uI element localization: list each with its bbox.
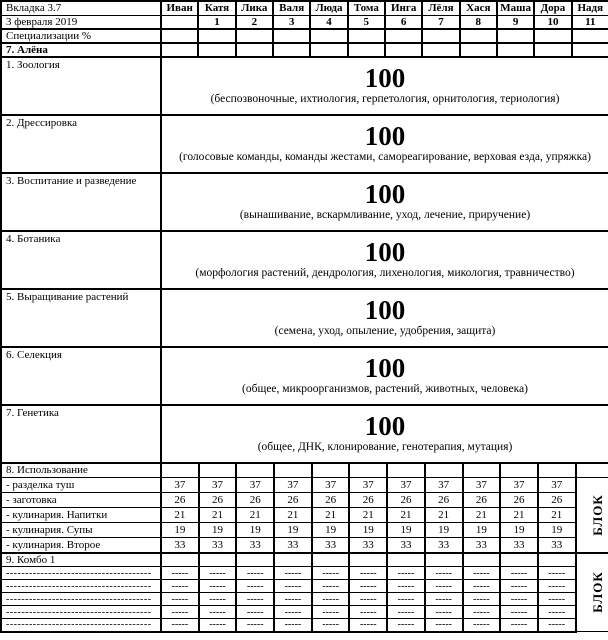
combo-dash-cell[interactable]: -----: [161, 619, 199, 632]
combo-dash-cell[interactable]: -----: [274, 619, 312, 632]
usage-value-cell[interactable]: 37: [425, 478, 463, 493]
usage-value-cell[interactable]: 21: [425, 508, 463, 523]
usage-value-cell[interactable]: 33: [387, 538, 425, 553]
spec-value-cell[interactable]: [198, 29, 235, 43]
tab-label-cell[interactable]: Вкладка 3.7: [1, 1, 161, 15]
spec-value-cell[interactable]: [348, 29, 385, 43]
usage-value-cell[interactable]: 21: [274, 508, 312, 523]
combo-dash-cell[interactable]: -----: [500, 593, 538, 606]
column-number-cell[interactable]: 4: [310, 15, 347, 29]
section-value: 100: [364, 294, 406, 325]
usage-row: [1, 478, 608, 493]
combo-dash-cell[interactable]: -----: [236, 567, 274, 580]
combo-dash-cell[interactable]: -----: [425, 593, 463, 606]
usage-value-cell[interactable]: 21: [538, 508, 576, 523]
column-header-cell[interactable]: Катя: [198, 1, 235, 15]
date-cell[interactable]: 3 февраля 2019: [1, 15, 161, 29]
column-number-cell[interactable]: 8: [460, 15, 497, 29]
usage-value-cell[interactable]: 37: [349, 478, 387, 493]
usage-row: [1, 493, 608, 508]
combo-dash-cell[interactable]: -----: [463, 567, 501, 580]
combo-header-empty-cell[interactable]: [538, 553, 576, 567]
combo-dash-cell[interactable]: -----: [312, 567, 350, 580]
player-value-cell[interactable]: [161, 43, 198, 57]
combo-header-empty-cell[interactable]: [161, 553, 199, 567]
usage-value-cell[interactable]: 33: [349, 538, 387, 553]
section-title-cell[interactable]: 4. Ботаника: [1, 231, 161, 289]
section-title-cell[interactable]: 2. Дрессировка: [1, 115, 161, 173]
combo-dash-cell[interactable]: -----: [463, 580, 501, 593]
combo-dash-cell[interactable]: -----: [349, 619, 387, 632]
player-value-cell[interactable]: [534, 43, 571, 57]
usage-value-cell[interactable]: 33: [274, 538, 312, 553]
section-content-cell[interactable]: [161, 173, 608, 231]
section-row: [1, 405, 608, 463]
combo-dash-cell[interactable]: -----: [500, 580, 538, 593]
block-label: БЛОК: [589, 494, 605, 536]
usage-value-cell[interactable]: 26: [463, 493, 501, 508]
column-header-cell[interactable]: Тома: [348, 1, 385, 15]
usage-value-cell[interactable]: 37: [538, 478, 576, 493]
column-number-cell[interactable]: 5: [348, 15, 385, 29]
usage-value-cell[interactable]: 19: [274, 523, 312, 538]
player-value-cell[interactable]: [310, 43, 347, 57]
combo-row-label-cell[interactable]: --------------------------------------: [1, 606, 161, 619]
usage-value-cell[interactable]: 21: [236, 508, 274, 523]
combo-dash-cell[interactable]: -----: [312, 606, 350, 619]
usage-value-cell[interactable]: 21: [161, 508, 199, 523]
player-value-cell[interactable]: [198, 43, 235, 57]
usage-value-cell[interactable]: 21: [349, 508, 387, 523]
usage-value-cell[interactable]: 33: [312, 538, 350, 553]
usage-value-cell[interactable]: 21: [312, 508, 350, 523]
usage-header-empty-cell[interactable]: [463, 463, 501, 478]
combo-row: [1, 593, 608, 606]
combo-header-empty-cell[interactable]: [463, 553, 501, 567]
usage-value-cell[interactable]: 21: [463, 508, 501, 523]
usage-value-cell[interactable]: 37: [387, 478, 425, 493]
usage-value-cell[interactable]: 19: [312, 523, 350, 538]
usage-value-cell[interactable]: 33: [236, 538, 274, 553]
spec-value-cell[interactable]: [572, 29, 608, 43]
section-row: [1, 57, 608, 115]
column-header-cell[interactable]: Лика: [236, 1, 273, 15]
combo-header-empty-cell[interactable]: [500, 553, 538, 567]
specializations-label-cell[interactable]: Специализации %: [1, 29, 161, 43]
player-value-cell[interactable]: [572, 43, 608, 57]
spec-value-cell[interactable]: [497, 29, 534, 43]
block-header-empty-cell[interactable]: [576, 463, 608, 478]
usage-value-cell[interactable]: 33: [199, 538, 237, 553]
spec-value-cell[interactable]: [236, 29, 273, 43]
section-content-cell[interactable]: [161, 231, 608, 289]
column-header-cell[interactable]: Хася: [460, 1, 497, 15]
combo-dash-cell[interactable]: -----: [425, 580, 463, 593]
usage-value-cell[interactable]: 19: [236, 523, 274, 538]
usage-header-empty-cell[interactable]: [274, 463, 312, 478]
usage-header-empty-cell[interactable]: [425, 463, 463, 478]
player-name-cell[interactable]: 7. Алёна: [1, 43, 161, 57]
section-subtitle: (общее, ДНК, клонирование, генотерапия, мутация): [257, 441, 513, 454]
combo-row-label-cell[interactable]: --------------------------------------: [1, 580, 161, 593]
column-number-cell[interactable]: 6: [385, 15, 422, 29]
usage-value-cell[interactable]: 37: [312, 478, 350, 493]
combo-dash-cell[interactable]: -----: [274, 593, 312, 606]
combo-dash-cell[interactable]: -----: [387, 567, 425, 580]
combo-header-empty-cell[interactable]: [274, 553, 312, 567]
column-number-cell[interactable]: 2: [236, 15, 273, 29]
usage-row-label-cell[interactable]: - разделка туш: [1, 478, 161, 493]
section-subtitle: (голосовые команды, команды жестами, самореагирование, верховая езда, упряжка): [179, 151, 591, 164]
section-content-cell[interactable]: [161, 57, 608, 115]
section-value: 100: [364, 62, 406, 93]
combo-header-empty-cell[interactable]: [349, 553, 387, 567]
column-number-cell[interactable]: 3: [273, 15, 310, 29]
usage-row: [1, 538, 608, 553]
usage-header-empty-cell[interactable]: [538, 463, 576, 478]
usage-value-cell[interactable]: 26: [349, 493, 387, 508]
usage-value-cell[interactable]: 26: [312, 493, 350, 508]
combo-dash-cell[interactable]: -----: [425, 567, 463, 580]
combo-dash-cell[interactable]: -----: [463, 593, 501, 606]
combo-dash-cell[interactable]: -----: [349, 606, 387, 619]
usage-value-cell[interactable]: 33: [161, 538, 199, 553]
usage-table: [0, 462, 608, 554]
usage-value-cell[interactable]: 21: [500, 508, 538, 523]
usage-value-cell[interactable]: 33: [500, 538, 538, 553]
combo-dash-cell[interactable]: -----: [161, 567, 199, 580]
section-subtitle: (общее, микроорганизмов, растений, животных, человека): [242, 383, 528, 396]
section-title-cell[interactable]: 7. Генетика: [1, 405, 161, 463]
combo-dash-cell[interactable]: -----: [199, 580, 237, 593]
combo-header-empty-cell[interactable]: [425, 553, 463, 567]
section-row: [1, 231, 608, 289]
usage-header-empty-cell[interactable]: [161, 463, 199, 478]
combo-dash-cell[interactable]: -----: [312, 580, 350, 593]
combo-dash-cell[interactable]: -----: [236, 580, 274, 593]
combo-row-label-cell[interactable]: --------------------------------------: [1, 593, 161, 606]
combo-dash-cell[interactable]: -----: [538, 567, 576, 580]
player-value-cell[interactable]: [273, 43, 310, 57]
player-value-cell[interactable]: [348, 43, 385, 57]
usage-value-cell[interactable]: 19: [538, 523, 576, 538]
usage-value-cell[interactable]: 19: [387, 523, 425, 538]
combo-dash-cell[interactable]: -----: [425, 606, 463, 619]
section-value: 100: [364, 352, 406, 383]
combo-header-empty-cell[interactable]: [236, 553, 274, 567]
combo-dash-cell[interactable]: -----: [538, 593, 576, 606]
usage-value-cell[interactable]: 37: [463, 478, 501, 493]
combo-dash-cell[interactable]: -----: [312, 593, 350, 606]
player-value-cell[interactable]: [497, 43, 534, 57]
combo-dash-cell[interactable]: -----: [538, 606, 576, 619]
combo-dash-cell[interactable]: -----: [349, 593, 387, 606]
column-number-cell[interactable]: 11: [572, 15, 608, 29]
section-content-cell[interactable]: [161, 405, 608, 463]
usage-row-label-cell[interactable]: - заготовка: [1, 493, 161, 508]
section-title-cell[interactable]: 5. Выращивание растений: [1, 289, 161, 347]
section-subtitle: (вынашивание, вскармливание, уход, лечение, приручение): [239, 209, 531, 222]
usage-value-cell[interactable]: 33: [425, 538, 463, 553]
usage-value-cell[interactable]: 37: [274, 478, 312, 493]
block-cell-usage: [576, 478, 608, 553]
combo-dash-cell[interactable]: -----: [387, 619, 425, 632]
combo-dash-cell[interactable]: -----: [425, 619, 463, 632]
usage-value-cell[interactable]: 33: [538, 538, 576, 553]
column-header-cell[interactable]: Иван: [161, 1, 198, 15]
usage-row-label-cell[interactable]: - кулинария. Напитки: [1, 508, 161, 523]
column-header-cell[interactable]: Лёля: [422, 1, 459, 15]
section-content-cell[interactable]: [161, 115, 608, 173]
combo-header-empty-cell[interactable]: [387, 553, 425, 567]
block-cell-combo: [576, 553, 608, 632]
column-number-cell[interactable]: 10: [534, 15, 571, 29]
column-number-cell[interactable]: [161, 15, 198, 29]
combo-dash-cell[interactable]: -----: [463, 606, 501, 619]
combo-header-empty-cell[interactable]: [312, 553, 350, 567]
combo-dash-cell[interactable]: -----: [161, 606, 199, 619]
usage-value-cell[interactable]: 37: [161, 478, 199, 493]
section-subtitle: (беспозвоночные, ихтиология, герпетология, орнитология, териология): [210, 93, 560, 106]
column-header-cell[interactable]: Маша: [497, 1, 534, 15]
section-value: 100: [364, 236, 406, 267]
section-subtitle: (семена, уход, опыление, удобрения, защита): [274, 325, 496, 338]
usage-value-cell[interactable]: 21: [387, 508, 425, 523]
section-value: 100: [364, 410, 406, 441]
combo-row: [1, 567, 608, 580]
player-value-cell[interactable]: [460, 43, 497, 57]
usage-value-cell[interactable]: 26: [500, 493, 538, 508]
usage-value-cell[interactable]: 19: [425, 523, 463, 538]
usage-value-cell[interactable]: 19: [500, 523, 538, 538]
usage-row-label-cell[interactable]: - кулинария. Второе: [1, 538, 161, 553]
player-value-cell[interactable]: [236, 43, 273, 57]
combo-dash-cell[interactable]: -----: [312, 619, 350, 632]
combo-dash-cell[interactable]: -----: [274, 567, 312, 580]
section-row: [1, 173, 608, 231]
usage-header-empty-cell[interactable]: [199, 463, 237, 478]
combo-dash-cell[interactable]: -----: [500, 619, 538, 632]
column-header-cell[interactable]: Инга: [385, 1, 422, 15]
usage-row-label-cell[interactable]: - кулинария. Супы: [1, 523, 161, 538]
combo-dash-cell[interactable]: -----: [349, 567, 387, 580]
usage-value-cell[interactable]: 33: [463, 538, 501, 553]
section-title-cell[interactable]: 6. Селекция: [1, 347, 161, 405]
usage-header-empty-cell[interactable]: [312, 463, 350, 478]
usage-value-cell[interactable]: 26: [274, 493, 312, 508]
usage-header-empty-cell[interactable]: [236, 463, 274, 478]
section-content-cell[interactable]: [161, 289, 608, 347]
spec-value-cell[interactable]: [385, 29, 422, 43]
usage-value-cell[interactable]: 26: [236, 493, 274, 508]
usage-row: [1, 523, 608, 538]
combo-dash-cell[interactable]: -----: [161, 593, 199, 606]
spec-value-cell[interactable]: [422, 29, 459, 43]
usage-value-cell[interactable]: 26: [538, 493, 576, 508]
column-number-cell[interactable]: 9: [497, 15, 534, 29]
combo-dash-cell[interactable]: -----: [463, 619, 501, 632]
section-row: [1, 347, 608, 405]
usage-value-cell[interactable]: 21: [199, 508, 237, 523]
usage-value-cell[interactable]: 19: [349, 523, 387, 538]
spec-value-cell[interactable]: [273, 29, 310, 43]
combo-header-empty-cell[interactable]: [199, 553, 237, 567]
combo-dash-cell[interactable]: -----: [387, 580, 425, 593]
usage-value-cell[interactable]: 26: [199, 493, 237, 508]
combo-dash-cell[interactable]: -----: [387, 593, 425, 606]
combo-dash-cell[interactable]: -----: [199, 619, 237, 632]
player-value-cell[interactable]: [385, 43, 422, 57]
combo-dash-cell[interactable]: -----: [349, 580, 387, 593]
combo-dash-cell[interactable]: -----: [538, 580, 576, 593]
column-header-cell[interactable]: Люда: [310, 1, 347, 15]
section-row: [1, 115, 608, 173]
usage-value-cell[interactable]: 37: [236, 478, 274, 493]
combo-dash-cell[interactable]: -----: [274, 606, 312, 619]
combo-dash-cell[interactable]: -----: [236, 619, 274, 632]
usage-header-empty-cell[interactable]: [349, 463, 387, 478]
combo-row: [1, 606, 608, 619]
column-header-cell[interactable]: Дора: [534, 1, 571, 15]
combo-dash-cell[interactable]: -----: [161, 580, 199, 593]
combo-dash-cell[interactable]: -----: [387, 606, 425, 619]
player-value-cell[interactable]: [422, 43, 459, 57]
usage-value-cell[interactable]: 19: [161, 523, 199, 538]
combo-dash-cell[interactable]: -----: [538, 619, 576, 632]
combo-title-cell[interactable]: 9. Комбо 1: [1, 553, 161, 567]
column-header-cell[interactable]: Надя: [572, 1, 608, 15]
block-label: БЛОК: [589, 571, 605, 613]
usage-value-cell[interactable]: 37: [500, 478, 538, 493]
usage-value-cell[interactable]: 26: [161, 493, 199, 508]
combo-dash-cell[interactable]: -----: [236, 606, 274, 619]
spec-value-cell[interactable]: [161, 29, 198, 43]
usage-title-cell[interactable]: 8. Использование: [1, 463, 161, 478]
section-value: 100: [364, 178, 406, 209]
combo-row-label-cell[interactable]: --------------------------------------: [1, 619, 161, 632]
combo-dash-cell[interactable]: -----: [199, 606, 237, 619]
combo-table: [0, 552, 608, 633]
section-title-cell[interactable]: 3. Воспитание и разведение: [1, 173, 161, 231]
combo-row: [1, 580, 608, 593]
spec-value-cell[interactable]: [460, 29, 497, 43]
usage-value-cell[interactable]: 19: [463, 523, 501, 538]
header-table: [0, 0, 608, 58]
spec-value-cell[interactable]: [310, 29, 347, 43]
combo-dash-cell[interactable]: -----: [199, 593, 237, 606]
column-number-cell[interactable]: 7: [422, 15, 459, 29]
usage-row: [1, 508, 608, 523]
usage-value-cell[interactable]: 26: [425, 493, 463, 508]
section-row: [1, 289, 608, 347]
combo-row-label-cell[interactable]: --------------------------------------: [1, 567, 161, 580]
section-subtitle: (морфология растений, дендрология, лихенология, микология, травничество): [195, 267, 575, 280]
combo-dash-cell[interactable]: -----: [500, 567, 538, 580]
section-content-cell[interactable]: [161, 347, 608, 405]
combo-dash-cell[interactable]: -----: [500, 606, 538, 619]
combo-dash-cell[interactable]: -----: [199, 567, 237, 580]
usage-value-cell[interactable]: 37: [199, 478, 237, 493]
usage-header-empty-cell[interactable]: [387, 463, 425, 478]
section-title-cell[interactable]: 1. Зоология: [1, 57, 161, 115]
spec-value-cell[interactable]: [534, 29, 571, 43]
usage-header-empty-cell[interactable]: [500, 463, 538, 478]
usage-value-cell[interactable]: 26: [387, 493, 425, 508]
column-header-cell[interactable]: Валя: [273, 1, 310, 15]
usage-value-cell[interactable]: 19: [199, 523, 237, 538]
section-value: 100: [364, 120, 406, 151]
sections-table: [0, 56, 608, 464]
column-number-cell[interactable]: 1: [198, 15, 235, 29]
combo-dash-cell[interactable]: -----: [236, 593, 274, 606]
combo-dash-cell[interactable]: -----: [274, 580, 312, 593]
combo-row: [1, 619, 608, 632]
